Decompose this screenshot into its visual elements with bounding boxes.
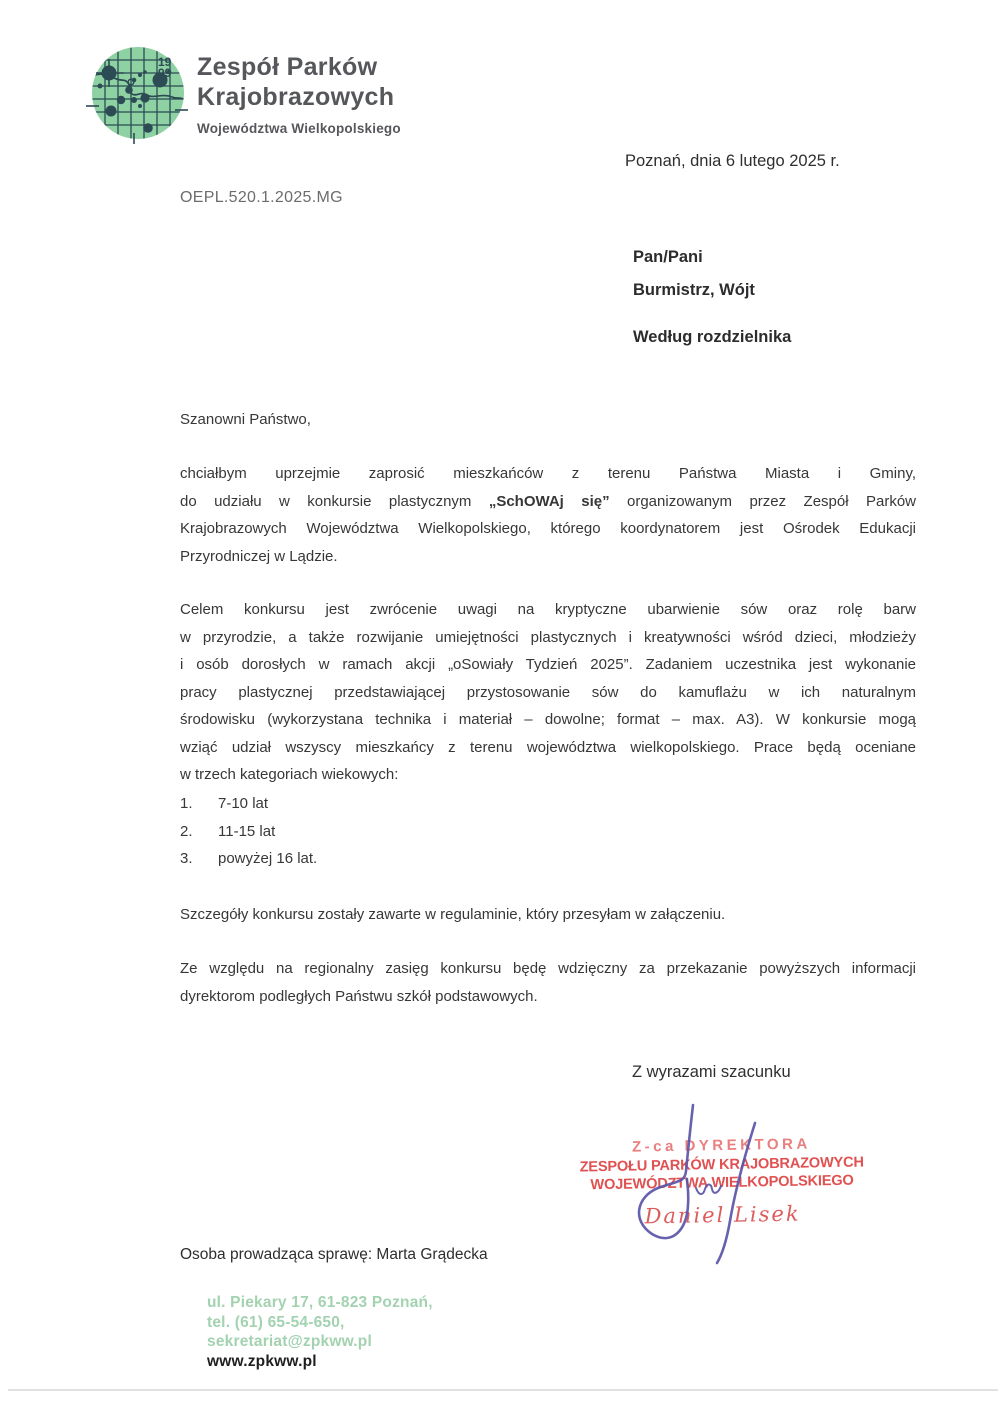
recipient-salutation: Pan/Pani [633,248,703,266]
reference-number: OEPL.520.1.2025.MG [180,189,343,206]
paragraph-invitation [180,460,916,570]
organization-logo [86,44,188,144]
list-item-number: 3. [180,850,193,867]
org-subtitle: Województwa Wielkopolskiego [197,121,401,136]
paragraph-line: w przyrodzie, a także rozwijanie umiejętności plastycznych i kreatywności wśród dzieci, młodzieży [180,628,916,646]
paragraph-line: i osób dorosłych w ramach akcji „oSowiały Tydzień 2025”. Zadaniem uczestnika jest wykonanie [180,656,916,673]
paragraph-contest-goal [180,596,916,789]
paragraph-line [180,488,916,516]
distribution-note: Według rozdzielnika [633,328,792,346]
list-item-label: powyżej 16 lat. [218,850,318,867]
stamp-org-line2: WOJEWÓDZTWA WIELKOPOLSKIEGO [590,1172,854,1194]
list-item-label: 7-10 lat [218,795,269,812]
handwritten-signature [618,1093,778,1271]
paragraph-request [180,955,916,1010]
list-item-label: 11-15 lat [218,822,276,840]
org-name-line1: Zespół Parków [197,53,378,81]
paragraph-line: Celem konkursu jest zwrócenie uwagi na kryptyczne ubarwienie sów oraz rolę barw [180,601,916,618]
paragraph-line: wziąć udział wszyscy mieszkańcy z terenu województwa wielkopolskiego. Prace będą oceniane [180,738,916,756]
list-item [180,818,916,846]
organization-name-block [197,52,401,136]
contact-address: ul. Piekary 17, 61-823 Poznań, [207,1294,433,1311]
list-item-number: 2. [180,822,193,840]
park-map-logo-icon [86,44,188,144]
contact-website: www.zpkww.pl [207,1352,317,1370]
paragraph-line: dyrektorom podległych Państwu szkół podstawowych. [180,987,538,1005]
scan-page-edge [8,1389,998,1391]
recipient-block [633,241,791,354]
contest-name: „SchOWAj się” [488,492,610,510]
signoff-text: Z wyrazami szacunku [632,1063,791,1081]
contact-email: sekretariat@zpkww.pl [207,1333,372,1350]
logo-year-bottom: 99 [158,66,172,80]
paragraph-line: środowisku (wykorzystana technika i materiał – dowolne; format – max. A3). W konkursie mogą [180,711,916,728]
paragraph-line: Ze względu na regionalny zasięg konkursu będę wdzięczny za przekazanie powyższych informacji [180,960,916,977]
age-categories-list [180,790,916,873]
contact-phone: tel. (61) 65-54-650, [207,1313,345,1331]
paragraph-line: chciałbym uprzejmie zaprosić mieszkańców z terenu Państwa Miasta i Gminy, [180,465,916,482]
logo-year-top: 19 [158,55,172,69]
case-officer-line: Osoba prowadząca sprawę: Marta Grądecka [180,1246,488,1263]
list-item [180,845,916,873]
stamp-org-line1: ZESPOŁU PARKÓW KRAJOBRAZOWYCH [579,1154,864,1176]
org-name-line2: Krajobrazowych [197,83,395,111]
paragraph-line: Przyrodniczej w Lądzie. [180,547,338,565]
letter-salutation: Szanowni Państwo, [180,411,311,428]
text-segment: do udziału w konkursie plastycznym [180,492,489,510]
paragraph-line: pracy plastycznej przedstawiającej przystosowanie sów do kamuflażu w ich naturalnym [180,683,916,701]
paragraph-line: w trzech kategoriach wiekowych: [180,766,399,783]
paragraph-regulations: Szczegóły konkursu zostały zawarte w regulaminie, który przesyłam w załączeniu. [180,906,726,923]
recipient-title: Burmistrz, Wójt [633,281,755,299]
stamp-signer-name: Daniel Lisek [644,1201,801,1229]
list-item [180,790,916,818]
paragraph-line: Krajobrazowych Województwa Wielkopolskiego, którego koordynatorem jest Ośrodek Edukacji [180,520,916,537]
place-and-date: Poznań, dnia 6 lutego 2025 r. [625,152,840,170]
contact-block [207,1293,433,1371]
stamp-title: Z-ca DYREKTORA [631,1135,811,1156]
text-segment: organizowanym przez Zespół Parków [609,492,916,510]
list-item-number: 1. [180,795,193,812]
